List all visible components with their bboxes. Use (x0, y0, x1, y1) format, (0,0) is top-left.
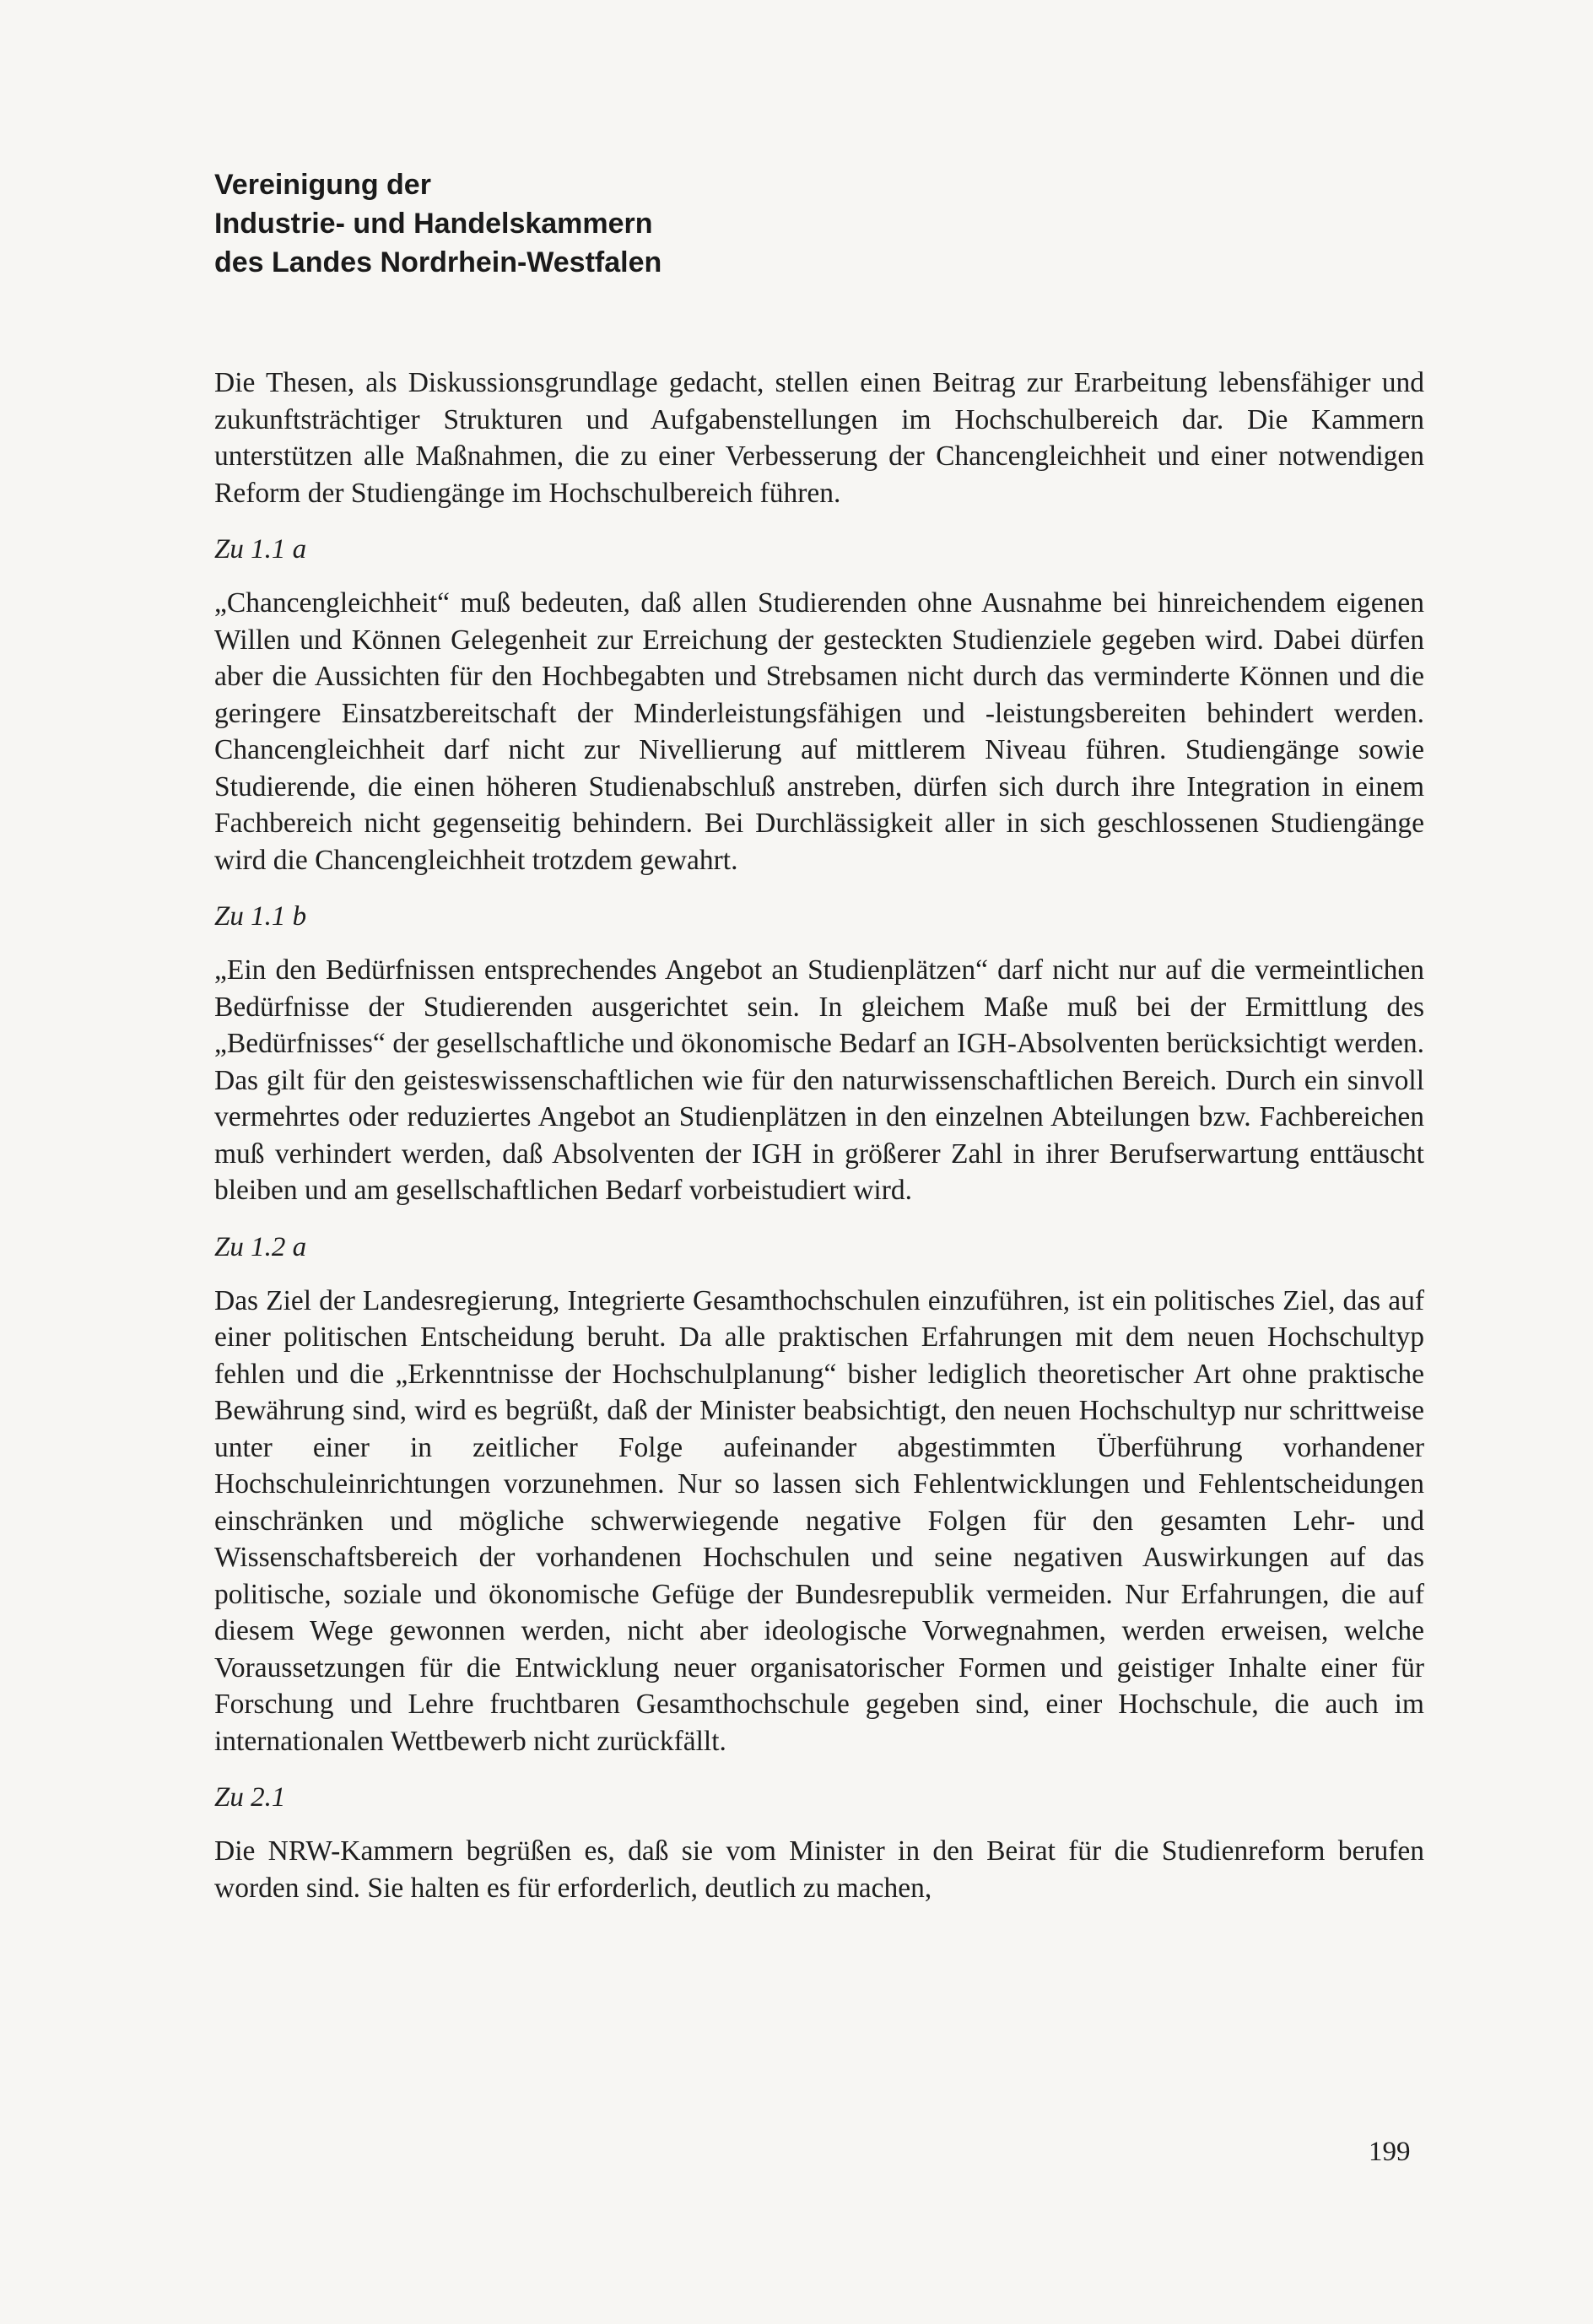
page-number: 199 (1369, 2137, 1411, 2167)
section-paragraph-2-1: Die NRW-Kammern begrüßen es, daß sie vom Minister in den Beirat für die Studienreform berufen worden sind. Sie halten es für erforderlich, deutlich zu machen, (214, 1835, 1424, 1904)
section-paragraph-1-1-b: „Ein den Bedürfnissen entsprechendes Angebot an Studienplätzen“ darf nicht nur auf die vermeintlichen Bedürfnisse der Studierenden ausgerichtet sein. In gleichem Maße muß bei der Ermittlung des „Bedürfnisses“ der gesellschaftliche und ökonomische Bedarf an IGH-Absolventen berücksichtigt werden. Das gilt für den geisteswissenschaftlichen wie für den naturwissenschaftlichen Bereich. Durch ein sinvoll vermehrtes oder reduziertes Angebot an Studienplätzen in den einzelnen Abteilungen bzw. Fachbereichen muß verhindert werden, daß Absolventen der IGH in größerer Zahl in ihrer Berufserwartung enttäuscht bleiben und am gesellschaftlichen Bedarf vorbeistudiert wird. (214, 954, 1424, 1206)
intro-paragraph: Die Thesen, als Diskussionsgrundlage gedacht, stellen einen Beitrag zur Erarbeitung lebensfähiger und zukunftsträchtiger Strukturen und Aufgabenstellungen im Hochschulbereich dar. Die Kammern unterstützen alle Maßnahmen, die zu einer Verbesserung der Chancengleichheit und einer notwendigen Reform der Studiengänge im Hochschulbereich führen. (214, 367, 1424, 509)
document-heading (214, 165, 1424, 282)
section-label-1-2-a: Zu 1.2 a (214, 1231, 307, 1262)
section-label-1-1-a: Zu 1.1 a (214, 534, 307, 565)
heading-line-2: Industrie- und Handelskammern (214, 208, 653, 240)
heading-line-3: des Landes Nordrhein-Westfalen (214, 246, 662, 278)
section-label-2-1: Zu 2.1 (214, 1782, 286, 1813)
heading-line-1: Vereinigung der (214, 169, 431, 201)
section-label-1-1-b: Zu 1.1 b (214, 901, 307, 932)
section-paragraph-1-1-a: „Chancengleichheit“ muß bedeuten, daß allen Studierenden ohne Ausnahme bei hinreichendem eigenen Willen und Können Gelegenheit zur Erreichung der gesteckten Studienziele gegeben wird. Dabei dürfen aber die Aussichten für den Hochbegabten und Strebsamen nicht durch das verminderte Können und die geringere Einsatzbereitschaft der Minderleistungsfähigen und -leistungsbereiten behindert werden. Chancengleichheit darf nicht zur Nivellierung auf mittlerem Niveau führen. Studiengänge sowie Studierende, die einen höheren Studienabschluß anstreben, dürfen sich durch ihre Integration in einem Fachbereich nicht gegenseitig behindern. Bei Durchlässigkeit aller in sich geschlossenen Studiengänge wird die Chancengleichheit trotzdem gewahrt. (214, 587, 1424, 876)
page-content (214, 165, 1424, 1906)
section-paragraph-1-2-a: Das Ziel der Landesregierung, Integrierte Gesamthochschulen einzuführen, ist ein politisches Ziel, das auf einer politischen Entscheidung beruht. Da alle praktischen Erfahrungen mit dem neuen Hochschultyp fehlen und die „Erkenntnisse der Hochschulplanung“ bisher lediglich theoretischer Art ohne praktische Bewährung sind, wird es begrüßt, daß der Minister beabsichtigt, den neuen Hochschultyp nur schrittweise unter einer in zeitlicher Folge aufeinander abgestimmten Überführung vorhandener Hochschuleinrichtungen vorzunehmen. Nur so lassen sich Fehlentwicklungen und Fehlentscheidungen einschränken und mögliche schwerwiegende negative Folgen für den gesamten Lehr- und Wissenschaftsbereich der vorhandenen Hochschulen und seine negativen Auswirkungen auf das politische, soziale und ökonomische Gefüge der Bundesrepublik vermeiden. Nur Erfahrungen, die auf diesem Wege gewonnen werden, nicht aber ideologische Vorwegnahmen, werden erweisen, welche Voraussetzungen für die Entwicklung neuer organisatorischer Formen und geistiger Inhalte einer für Forschung und Lehre fruchtbaren Gesamthochschule gegeben sind, einer Hochschule, die auch im internationalen Wettbewerb nicht zurückfällt. (214, 1284, 1424, 1757)
